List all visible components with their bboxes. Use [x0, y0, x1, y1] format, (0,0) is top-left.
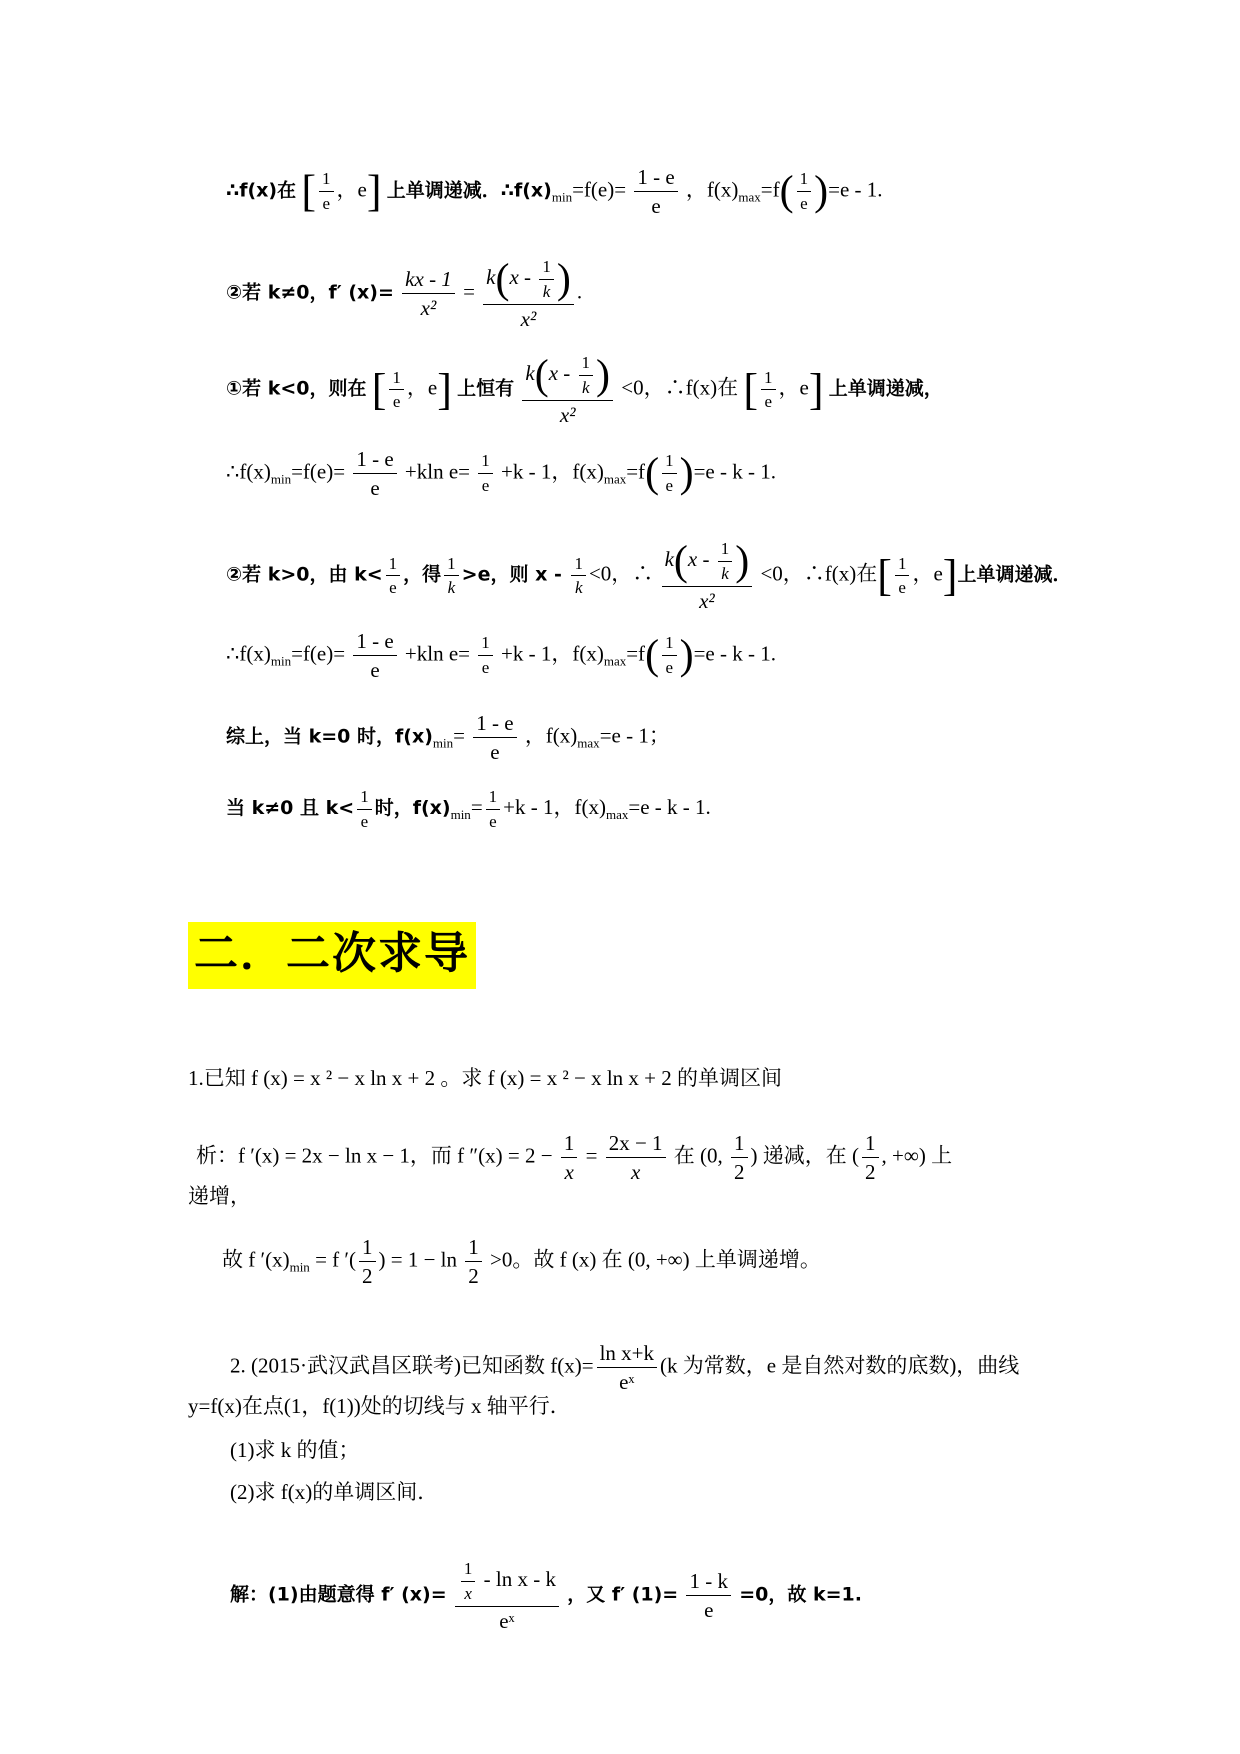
text: +kln e=	[404, 641, 470, 666]
text: ，e	[778, 375, 809, 400]
text: <0，∴f(x)在	[760, 561, 878, 586]
paren: (	[779, 168, 794, 215]
text: 2. (2015·武汉武昌区联考)已知函数 f(x)=	[230, 1353, 594, 1378]
fraction: $\frac{1}{2}$	[862, 1132, 879, 1183]
fraction: k(x - $\frac{1}{k}$ ) x²	[522, 354, 613, 426]
text: =0，故 k=1.	[739, 1583, 862, 1606]
text: ，f(x)	[685, 177, 739, 202]
paren: )	[814, 168, 829, 215]
problem-2-line-1	[230, 1342, 1019, 1393]
fraction: $\frac{1}{x}$	[561, 1132, 578, 1183]
text: ∴f(x)	[226, 641, 271, 666]
text: ) 递减，在 (	[750, 1143, 860, 1168]
fraction: $\frac{1 - e}{e}$	[353, 448, 396, 499]
fraction: $\frac{1 - e}{e}$	[634, 166, 677, 217]
subscript: min	[551, 189, 573, 205]
fraction: $\frac{1}{e}$	[386, 555, 401, 598]
solution-line-5	[226, 540, 1071, 612]
fraction: $\frac{1}{e}$	[478, 634, 493, 677]
text: +kln e=	[404, 459, 470, 484]
text: ，又 f′ (1)=	[567, 1583, 679, 1606]
text: =f	[760, 177, 780, 202]
text: .	[576, 279, 583, 304]
solution-line-3	[226, 354, 943, 426]
text: =f(e)=	[291, 459, 346, 484]
fraction: $\frac{\text{ln x+k}}{\text{eˣ}}$	[597, 1342, 657, 1393]
text: <0，∴	[588, 561, 654, 586]
solution-line-2	[226, 258, 582, 330]
text: ，f(x)	[524, 723, 578, 748]
paren: (	[645, 632, 660, 679]
text: , +∞) 上	[881, 1143, 953, 1168]
fraction: k(x - $\frac{1}{k}$ ) x²	[483, 258, 574, 330]
text: <0，∴f(x)在	[621, 375, 739, 400]
text: 时，f(x)	[374, 797, 451, 820]
fraction: $\frac{1}{e}$	[662, 634, 677, 677]
fraction: $\frac{1}{x}$ - ln x - k eˣ	[455, 1560, 559, 1632]
paren: (	[645, 450, 660, 497]
bracket: [	[301, 166, 317, 216]
text: =f(e)=	[291, 641, 346, 666]
text: 当 k≠0 且 k<	[226, 797, 355, 820]
solution-line-4	[226, 448, 776, 499]
problem-2-line-3: (1)求 k 的值；	[230, 1438, 360, 1462]
paren: )	[679, 632, 694, 679]
text: =	[580, 1143, 603, 1168]
fraction: $\frac{kx - 1}{\text{x²}}$	[402, 268, 455, 319]
bracket: [	[371, 364, 387, 414]
fraction: $\frac{1}{2}$	[359, 1236, 376, 1287]
text: =e - k - 1.	[693, 641, 776, 666]
fraction: $\frac{1}{e}$	[662, 452, 677, 495]
solution-line-1	[226, 166, 883, 217]
text: =e - k - 1.	[628, 795, 711, 820]
subscript: max	[605, 807, 629, 823]
fraction: $\frac{1 - e}{e}$	[353, 630, 396, 681]
text: +k - 1，f(x)	[501, 641, 604, 666]
solution-line-7	[226, 712, 670, 763]
text: ②若 k≠0，f′ (x)=	[226, 281, 394, 304]
text: 解：(1)由题意得 f′ (x)=	[230, 1583, 447, 1606]
text: +k - 1，f(x)	[501, 459, 604, 484]
fraction: $\frac{1}{e}$	[319, 170, 334, 213]
text: 上恒有	[457, 377, 515, 400]
bracket: [	[743, 364, 759, 414]
solution-line-8	[226, 788, 711, 831]
text: =e - 1；	[599, 723, 670, 748]
bracket: [	[877, 550, 892, 600]
text: =e - 1.	[828, 177, 883, 202]
text: ，e	[406, 375, 438, 400]
fraction: $\frac{1}{k}$	[444, 555, 459, 598]
fraction: $\frac{1 - e}{e}$	[473, 712, 516, 763]
text: (k 为常数，e 是自然对数的底数)，曲线	[660, 1353, 1020, 1378]
fraction: $\frac{1}{2}$	[465, 1236, 482, 1287]
subscript: min	[270, 653, 292, 669]
problem-1-question: 1.已知 f (x) = x ² − x ln x + 2 。求 f (x) = x ² − x ln x + 2 的单调区间	[188, 1066, 783, 1090]
fraction: $\frac{1}{e}$	[357, 788, 372, 831]
subscript: max	[603, 653, 627, 669]
bracket: ]	[942, 550, 958, 600]
paren: )	[679, 450, 694, 497]
fraction: $\frac{1 - k}{e}$	[686, 1570, 731, 1621]
fraction: $\frac{1}{k}$	[571, 555, 586, 598]
subscript: min	[270, 471, 292, 487]
text: = f ′(	[309, 1247, 356, 1272]
fraction: $\frac{1}{e}$	[478, 452, 493, 495]
bracket: ]	[437, 364, 452, 414]
problem-2-solution-line	[230, 1560, 862, 1632]
problem-1-analysis-line-3	[222, 1236, 821, 1287]
text: ①若 k<0，则在	[226, 377, 367, 400]
fraction: k(x - $\frac{1}{k}$ ) x²	[662, 540, 753, 612]
text: =	[453, 723, 465, 748]
problem-1-analysis-line-2: 递增，	[188, 1184, 251, 1208]
text: ，e	[336, 177, 367, 202]
text: =e - k - 1.	[693, 459, 776, 484]
fraction: $\frac{2x - 1}{x}$	[606, 1132, 666, 1183]
text: >0。故 f (x) 在 (0, +∞) 上单调递增。	[484, 1247, 821, 1272]
solution-line-6	[226, 630, 776, 681]
fraction: $\frac{1}{e}$	[389, 369, 404, 412]
subscript: min	[289, 1259, 310, 1275]
text: 上单调递减．∴f(x)	[386, 179, 552, 202]
text: ②若 k>0，由 k<	[226, 563, 383, 586]
text: 故 f ′(x)	[222, 1247, 290, 1272]
text: ，得	[403, 563, 442, 586]
text: ，e	[912, 561, 943, 586]
text: 析：f ′(x) = 2x − ln x − 1，而 f ″(x) = 2 −	[196, 1143, 558, 1168]
text: 综上，当 k=0 时，f(x)	[226, 725, 433, 748]
fraction: $\frac{1}{e}$	[761, 369, 776, 412]
subscript: min	[450, 807, 471, 823]
fraction: $\frac{1}{e}$	[486, 788, 501, 831]
fraction: $\frac{1}{2}$	[731, 1132, 748, 1183]
bracket: ]	[808, 364, 824, 414]
text: >e，则 x -	[461, 563, 569, 586]
text: ∴f(x)在	[226, 179, 297, 202]
text: =	[463, 279, 475, 304]
problem-2-line-4: (2)求 f(x)的单调区间．	[230, 1480, 439, 1504]
fraction: $\frac{1}{e}$	[797, 170, 812, 213]
subscript: max	[603, 471, 627, 487]
text: +k - 1，f(x)	[503, 795, 606, 820]
text: =f(e)=	[572, 177, 627, 202]
subscript: max	[577, 735, 600, 751]
text: =	[470, 795, 483, 820]
problem-2-line-2: y=f(x)在点(1，f(1))处的切线与 x 轴平行．	[188, 1394, 571, 1418]
text: ∴f(x)	[226, 459, 271, 484]
text: =f	[626, 459, 646, 484]
text: 上单调递减．	[957, 563, 1072, 586]
text: 上单调递减，	[828, 377, 943, 400]
problem-1-analysis-line-1	[196, 1132, 952, 1183]
text: ) = 1 − ln	[378, 1247, 463, 1272]
fraction: $\frac{1}{e}$	[895, 555, 910, 598]
subscript: min	[432, 735, 454, 751]
bracket: ]	[366, 166, 382, 216]
text: =f	[626, 641, 646, 666]
section-heading: 二．二次求导	[188, 922, 476, 989]
subscript: max	[738, 189, 761, 205]
text: 在 (0,	[668, 1143, 729, 1168]
